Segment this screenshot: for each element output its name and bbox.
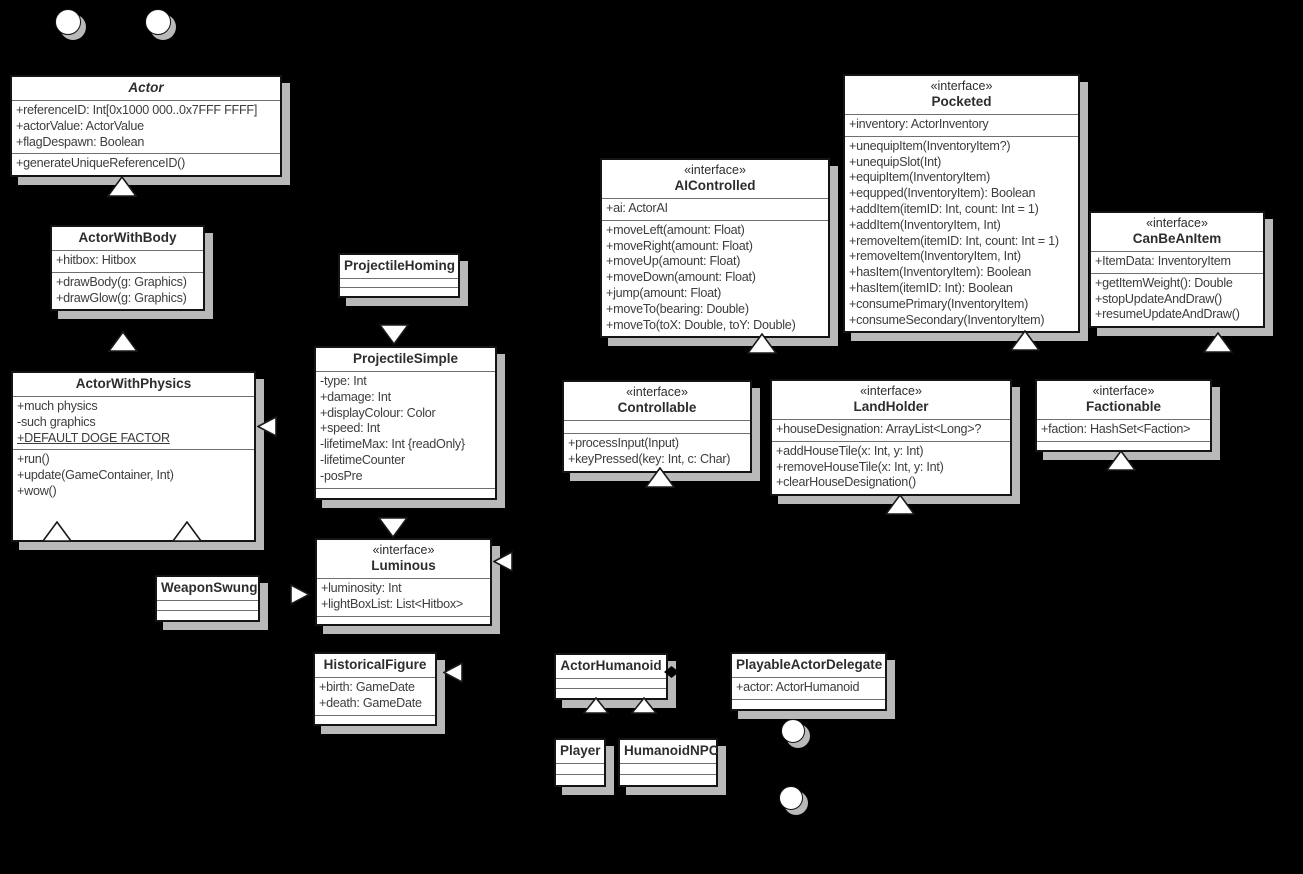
attribute-line: +actorValue: ActorValue (16, 118, 144, 133)
class-humanoidnpc[interactable] (618, 738, 718, 787)
method-line: +stopUpdateAndDraw() (1095, 291, 1222, 306)
methods-compartment (12, 153, 280, 175)
method-line: +moveUp(amount: Float) (606, 254, 741, 269)
method-line: +clearHouseDesignation() (776, 475, 916, 490)
attributes-compartment (340, 278, 458, 287)
class-title (602, 160, 828, 198)
method-line: +removeItem(itemID: Int, count: Int = 1) (849, 233, 1059, 248)
attribute-line: -posPre (320, 468, 363, 483)
attributes-compartment (12, 100, 280, 153)
class-canbeanitem[interactable] (1089, 211, 1265, 328)
class-title (340, 255, 458, 278)
lollipop-interface-icon (779, 786, 803, 810)
stereotype-label: «interface» (1146, 216, 1208, 230)
inheritance-arrowhead-up-icon (747, 333, 777, 354)
method-line: +moveDown(amount: Float) (606, 270, 756, 285)
attribute-line: +lightBoxList: List<Hitbox> (321, 596, 464, 611)
attributes-compartment (13, 396, 254, 449)
attribute-line: +much physics (17, 399, 98, 413)
class-title (556, 740, 604, 763)
stereotype-label: «interface» (860, 384, 922, 398)
inheritance-arrowhead-up-icon (42, 521, 72, 542)
methods-compartment (772, 441, 1010, 494)
method-line: +unequipItem(InventoryItem?) (849, 138, 1011, 153)
attribute-line: +DEFAULT DOGE FACTOR (17, 430, 170, 445)
method-line: +equipItem(InventoryItem) (849, 170, 991, 185)
class-factionable[interactable] (1035, 379, 1212, 452)
attribute-line: +inventory: ActorInventory (849, 117, 989, 131)
attribute-line: +birth: GameDate (319, 680, 415, 694)
class-projectilehoming[interactable] (338, 253, 460, 298)
stereotype-label: «interface» (684, 163, 746, 177)
methods-compartment (564, 433, 750, 471)
class-name: AIControlled (674, 178, 756, 193)
class-actor[interactable] (10, 75, 282, 177)
method-line: +removeHouseTile(x: Int, y: Int) (776, 459, 944, 474)
attribute-line: +actor: ActorHumanoid (736, 680, 860, 694)
methods-compartment (845, 136, 1078, 332)
class-title (1037, 381, 1210, 419)
lollipop-interface-icon (145, 9, 171, 35)
inheritance-arrowhead-up-icon (107, 176, 137, 197)
method-line: +moveTo(toX: Double, toY: Double) (606, 317, 796, 332)
attribute-line: +death: GameDate (319, 695, 422, 710)
attribute-line: +speed: Int (320, 421, 380, 436)
methods-compartment (315, 715, 435, 724)
inheritance-arrowhead-left-icon (443, 662, 463, 683)
stereotype-label: «interface» (372, 543, 435, 557)
attribute-line: +ItemData: InventoryItem (1095, 254, 1231, 268)
class-name: Controllable (617, 400, 697, 415)
method-line: +keyPressed(key: Int, c: Char) (568, 451, 731, 466)
attribute-line: -lifetimeMax: Int {readOnly} (320, 437, 465, 452)
method-line: +wow() (17, 483, 57, 498)
methods-compartment (602, 220, 828, 337)
class-actorhumanoid[interactable] (554, 653, 668, 700)
attributes-compartment (1091, 251, 1263, 273)
methods-compartment (316, 488, 495, 498)
inheritance-arrowhead-left-icon (257, 416, 277, 437)
attributes-compartment (732, 677, 885, 699)
class-name: HistoricalFigure (323, 657, 427, 672)
class-title (52, 227, 203, 250)
inheritance-arrowhead-down-icon (379, 324, 409, 345)
class-weaponswung[interactable] (155, 575, 260, 622)
class-title (556, 655, 666, 678)
class-title (12, 77, 280, 100)
attribute-line: +luminosity: Int (321, 581, 402, 595)
class-title (13, 373, 254, 396)
method-line: +processInput(Input) (568, 436, 679, 450)
class-title (316, 348, 495, 371)
class-title (772, 381, 1010, 419)
attributes-compartment (1037, 419, 1210, 441)
class-name: Luminous (371, 558, 436, 573)
class-aicontrolled[interactable] (600, 158, 830, 338)
lollipop-interface-icon (55, 9, 81, 35)
stereotype-label: «interface» (626, 385, 688, 399)
method-line: +moveRight(amount: Float) (606, 238, 753, 253)
class-name: WeaponSwung (161, 580, 258, 595)
method-line: +update(GameContainer, Int) (17, 468, 174, 483)
method-line: +consumeSecondary(InventoryItem) (849, 312, 1045, 327)
class-name: HumanoidNPC (624, 743, 719, 758)
attribute-line: +flagDespawn: Boolean (16, 134, 145, 149)
method-line: +consumePrimary(InventoryItem) (849, 296, 1029, 311)
class-title (732, 654, 885, 677)
method-line: +removeItem(InventoryItem, Int) (849, 249, 1021, 264)
attribute-line: +houseDesignation: ArrayList<Long>? (776, 422, 982, 436)
method-line: +hasItem(itemID: Int): Boolean (849, 280, 1013, 295)
class-name: ProjectileHoming (344, 258, 456, 273)
inheritance-arrowhead-up-icon (172, 521, 202, 542)
inheritance-arrowhead-up-icon (885, 494, 915, 515)
class-luminous[interactable] (315, 538, 492, 626)
method-line: +getItemWeight(): Double (1095, 275, 1233, 290)
class-landholder[interactable] (770, 379, 1012, 496)
class-name: Actor (128, 80, 164, 95)
method-line: +addItem(itemID: Int, count: Int = 1) (849, 201, 1039, 216)
class-name: LandHolder (853, 399, 929, 414)
stereotype-label: «interface» (1092, 384, 1155, 398)
attributes-compartment (315, 677, 435, 715)
attributes-compartment (556, 678, 666, 688)
method-line: +jump(amount: Float) (606, 285, 722, 300)
inheritance-arrowhead-up-icon (1203, 332, 1233, 353)
method-line: +generateUniqueReferenceID() (16, 156, 186, 171)
attributes-compartment (564, 420, 750, 433)
attributes-compartment (845, 114, 1078, 136)
attributes-compartment (52, 250, 203, 272)
class-name: Factionable (1085, 399, 1161, 414)
attribute-line: +displayColour: Color (320, 405, 436, 420)
methods-compartment (620, 774, 716, 785)
method-line: +drawGlow(g: Graphics) (56, 290, 187, 305)
method-line: +hasItem(InventoryItem): Boolean (849, 265, 1032, 280)
method-line: +run() (17, 452, 50, 467)
method-line: +moveLeft(amount: Float) (606, 222, 745, 237)
method-line: +equpped(InventoryItem): Boolean (849, 186, 1036, 201)
attribute-line: +referenceID: Int[0x1000 000..0x7FFF FFFF] (16, 103, 258, 117)
class-name: ActorHumanoid (560, 658, 662, 673)
class-name: Player (560, 743, 601, 758)
methods-compartment (732, 699, 885, 709)
class-title (620, 740, 719, 763)
class-name: ActorWithPhysics (75, 376, 192, 391)
methods-compartment (52, 272, 203, 310)
inheritance-arrowhead-up-icon (583, 697, 609, 714)
class-title (157, 577, 258, 600)
attribute-line: -type: Int (320, 374, 367, 388)
class-title (317, 540, 490, 578)
class-controllable[interactable] (562, 380, 752, 473)
inheritance-arrowhead-up-icon (645, 467, 675, 488)
attributes-compartment (602, 198, 828, 220)
attributes-compartment (316, 371, 495, 488)
class-player[interactable] (554, 738, 606, 787)
inheritance-arrowhead-down-icon (378, 517, 408, 538)
inheritance-arrowhead-up-icon (108, 331, 138, 352)
attribute-line: +damage: Int (320, 389, 391, 404)
method-line: +unequipSlot(Int) (849, 154, 942, 169)
attribute-line: +faction: HashSet<Faction> (1041, 422, 1191, 436)
methods-compartment (1091, 273, 1263, 326)
class-name: Pocketed (931, 94, 992, 109)
stereotype-label: «interface» (930, 79, 993, 93)
inheritance-arrowhead-up-icon (1106, 450, 1136, 471)
class-name: ActorWithBody (78, 230, 177, 245)
methods-compartment (340, 287, 458, 296)
class-title (315, 654, 435, 677)
methods-compartment (1037, 441, 1210, 450)
method-line: +addHouseTile(x: Int, y: Int) (776, 443, 924, 458)
method-line: +resumeUpdateAndDraw() (1095, 307, 1240, 322)
class-name: CanBeAnItem (1132, 231, 1222, 246)
inheritance-arrowhead-right-icon (290, 584, 310, 605)
method-line: +drawBody(g: Graphics) (56, 274, 187, 289)
class-historicalfigure[interactable] (313, 652, 437, 726)
methods-compartment (317, 616, 490, 624)
class-actorwithphysics[interactable] (11, 371, 256, 542)
inheritance-arrowhead-up-icon (631, 697, 657, 714)
attribute-line: -lifetimeCounter (320, 452, 405, 467)
class-name: PlayableActorDelegate (736, 657, 883, 672)
methods-compartment (556, 774, 604, 785)
inheritance-arrowhead-left-icon (493, 551, 513, 572)
class-projectilesimple[interactable] (314, 346, 497, 500)
class-title (1091, 213, 1263, 251)
attribute-line: +hitbox: Hitbox (56, 253, 136, 267)
method-line: +moveTo(bearing: Double) (606, 301, 749, 316)
attributes-compartment (157, 600, 258, 610)
methods-compartment (157, 610, 258, 620)
attributes-compartment (556, 763, 604, 774)
class-playableactordelegate[interactable] (730, 652, 887, 711)
attributes-compartment (772, 419, 1010, 441)
class-name: ProjectileSimple (352, 351, 459, 366)
attribute-line: +ai: ActorAI (606, 201, 668, 215)
composition-diamond-icon (664, 666, 679, 678)
class-pocketed[interactable] (843, 74, 1080, 333)
class-actorwithbody[interactable] (50, 225, 205, 311)
class-title (845, 76, 1078, 114)
lollipop-interface-icon (781, 719, 805, 743)
inheritance-arrowhead-up-icon (1010, 330, 1040, 351)
attributes-compartment (620, 763, 716, 774)
attribute-line: -such graphics (17, 414, 96, 429)
attributes-compartment (317, 578, 490, 616)
class-title (564, 382, 750, 420)
method-line: +addItem(InventoryItem, Int) (849, 217, 1001, 232)
